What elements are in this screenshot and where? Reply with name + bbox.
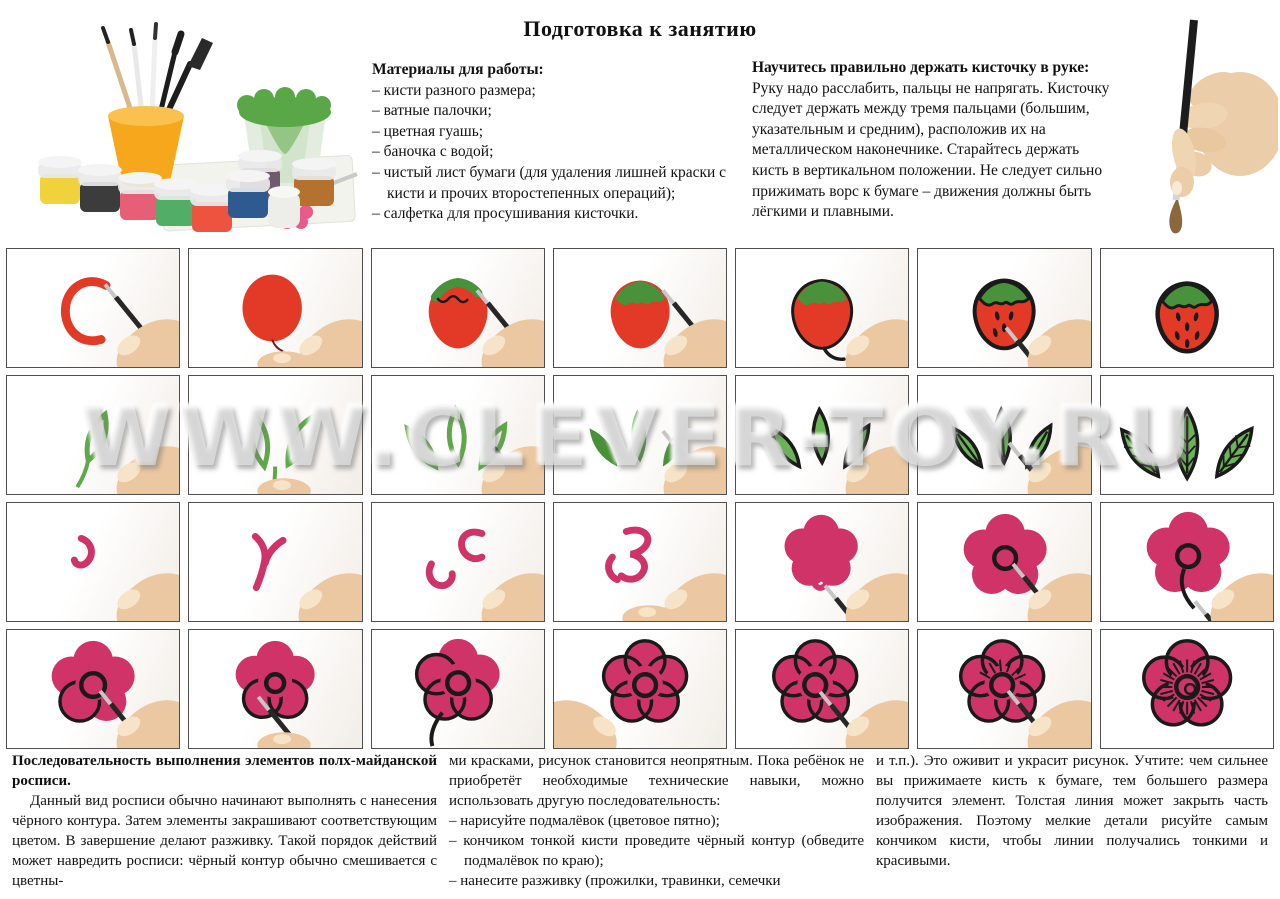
- step-image-flower-outline-1: [6, 629, 180, 749]
- footer-list-item: – нарисуйте подмалёвок (цветовое пятно);: [449, 812, 720, 829]
- footer-text: [12, 752, 1268, 892]
- watermark: WWW.CLEVER-TOY.RU: [81, 390, 1199, 485]
- footer-col3-body: и т.п.). Это оживит и украсит рисунок. Учтите: чем сильнее вы прижимаете кисть к бумаге, тем большего размера получится элемент. Толстая линия может закрыть часть изображения. Поэтому мелкие детали рисуйте самым кончиком кисти, чтобы линии получались тонкими и красивыми.: [876, 753, 1268, 869]
- page-title: Подготовка к занятию: [523, 16, 757, 41]
- step-image-petal-strokes-7: [1100, 502, 1274, 622]
- materials-item: – чистый лист бумаги (для удаления лишней краски с кисти и прочих второстепенных операций);: [372, 164, 727, 202]
- fingernail: [1172, 181, 1182, 195]
- step-image-strawberry-4: [553, 248, 727, 368]
- brush-hold-heading: Научитесь правильно держать кисточку в руке:: [752, 59, 1090, 76]
- step-image-leaves-6: [917, 375, 1091, 495]
- step-image-leaves-2: [188, 375, 362, 495]
- footer-list-item: – кончиком тонкой кисти проведите чёрный контур (обведите подмалёвок по краю);: [449, 832, 864, 869]
- footer-heading: Последовательность выполнения элементов полх-майданской росписи.: [12, 753, 437, 789]
- materials-item: – ватные палочки;: [372, 102, 492, 120]
- materials-block: [372, 60, 744, 225]
- step-image-petal-strokes-2: [188, 502, 362, 622]
- step-image-leaves-3: [371, 375, 545, 495]
- step-image-flower-outline-3: [371, 629, 545, 749]
- tutorial-grid: [6, 248, 1274, 749]
- materials-item: – цветная гуашь;: [372, 122, 484, 140]
- step-image-flower-outline-4: [553, 629, 727, 749]
- step-image-petal-strokes-4: [553, 502, 727, 622]
- footer-col-2: [449, 752, 864, 892]
- step-image-strawberry-1: [6, 248, 180, 368]
- footer-col1-body: Данный вид росписи обычно начинают выполнять с нанесения чёрного контура. Затем элементы закрашивают соответствующим цветом. В завершение делают разживку. Такой порядок действий может навредить росписи: чёрный контур обычно смешивается с цветны-: [12, 792, 437, 889]
- footer-col2-list: [449, 812, 864, 892]
- materials-list: [372, 81, 744, 225]
- step-image-strawberry-2: [188, 248, 362, 368]
- footer-col2-body: ми красками, рисунок становится неопрятным. Пока ребёнок не приобретёт необходимые технические навыки, можно использовать другую последовательность:: [449, 753, 864, 809]
- materials-item: – кисти разного размера;: [372, 81, 536, 99]
- hand-holding-brush-photo: [1118, 6, 1278, 242]
- step-image-flower-outline-6: [917, 629, 1091, 749]
- step-image-flower-outline-2: [188, 629, 362, 749]
- paints-and-brushes-photo: [12, 12, 360, 238]
- footer-col-3: [876, 752, 1268, 892]
- materials-item: – салфетка для просушивания кисточки.: [372, 205, 639, 223]
- step-image-petal-strokes-6: [917, 502, 1091, 622]
- step-image-petal-strokes-5: [735, 502, 909, 622]
- footer-col-1: [12, 752, 437, 892]
- step-image-strawberry-6: [917, 248, 1091, 368]
- step-image-leaves-1: [6, 375, 180, 495]
- step-image-leaves-7: [1100, 375, 1274, 495]
- step-image-leaves-4: [553, 375, 727, 495]
- step-image-strawberry-7: [1100, 248, 1274, 368]
- step-image-petal-strokes-1: [6, 502, 180, 622]
- brush-hold-body: Руку надо расслабить, пальцы не напрягать. Кисточку следует держать между тремя пальцами (большим, указательным и средним), расположив их на металлическом наконечнике. Старайтесь держать кисть в вертикальном положении. Не следует сильно прижимать ворс к бумаге – движения должны быть лёгкими и плавными.: [752, 79, 1110, 221]
- materials-heading: Материалы для работы:: [372, 61, 544, 78]
- step-image-flower-outline-7: [1100, 629, 1274, 749]
- materials-item: – баночка с водой;: [372, 143, 494, 161]
- step-image-strawberry-3: [371, 248, 545, 368]
- step-image-flower-outline-5: [735, 629, 909, 749]
- step-image-leaves-5: [735, 375, 909, 495]
- brush-hold-block: [752, 58, 1118, 223]
- footer-list-item: – нанесите разживку (прожилки, травинки, семечки: [449, 872, 781, 889]
- brush-cup: [103, 24, 213, 187]
- step-image-strawberry-5: [735, 248, 909, 368]
- step-image-petal-strokes-3: [371, 502, 545, 622]
